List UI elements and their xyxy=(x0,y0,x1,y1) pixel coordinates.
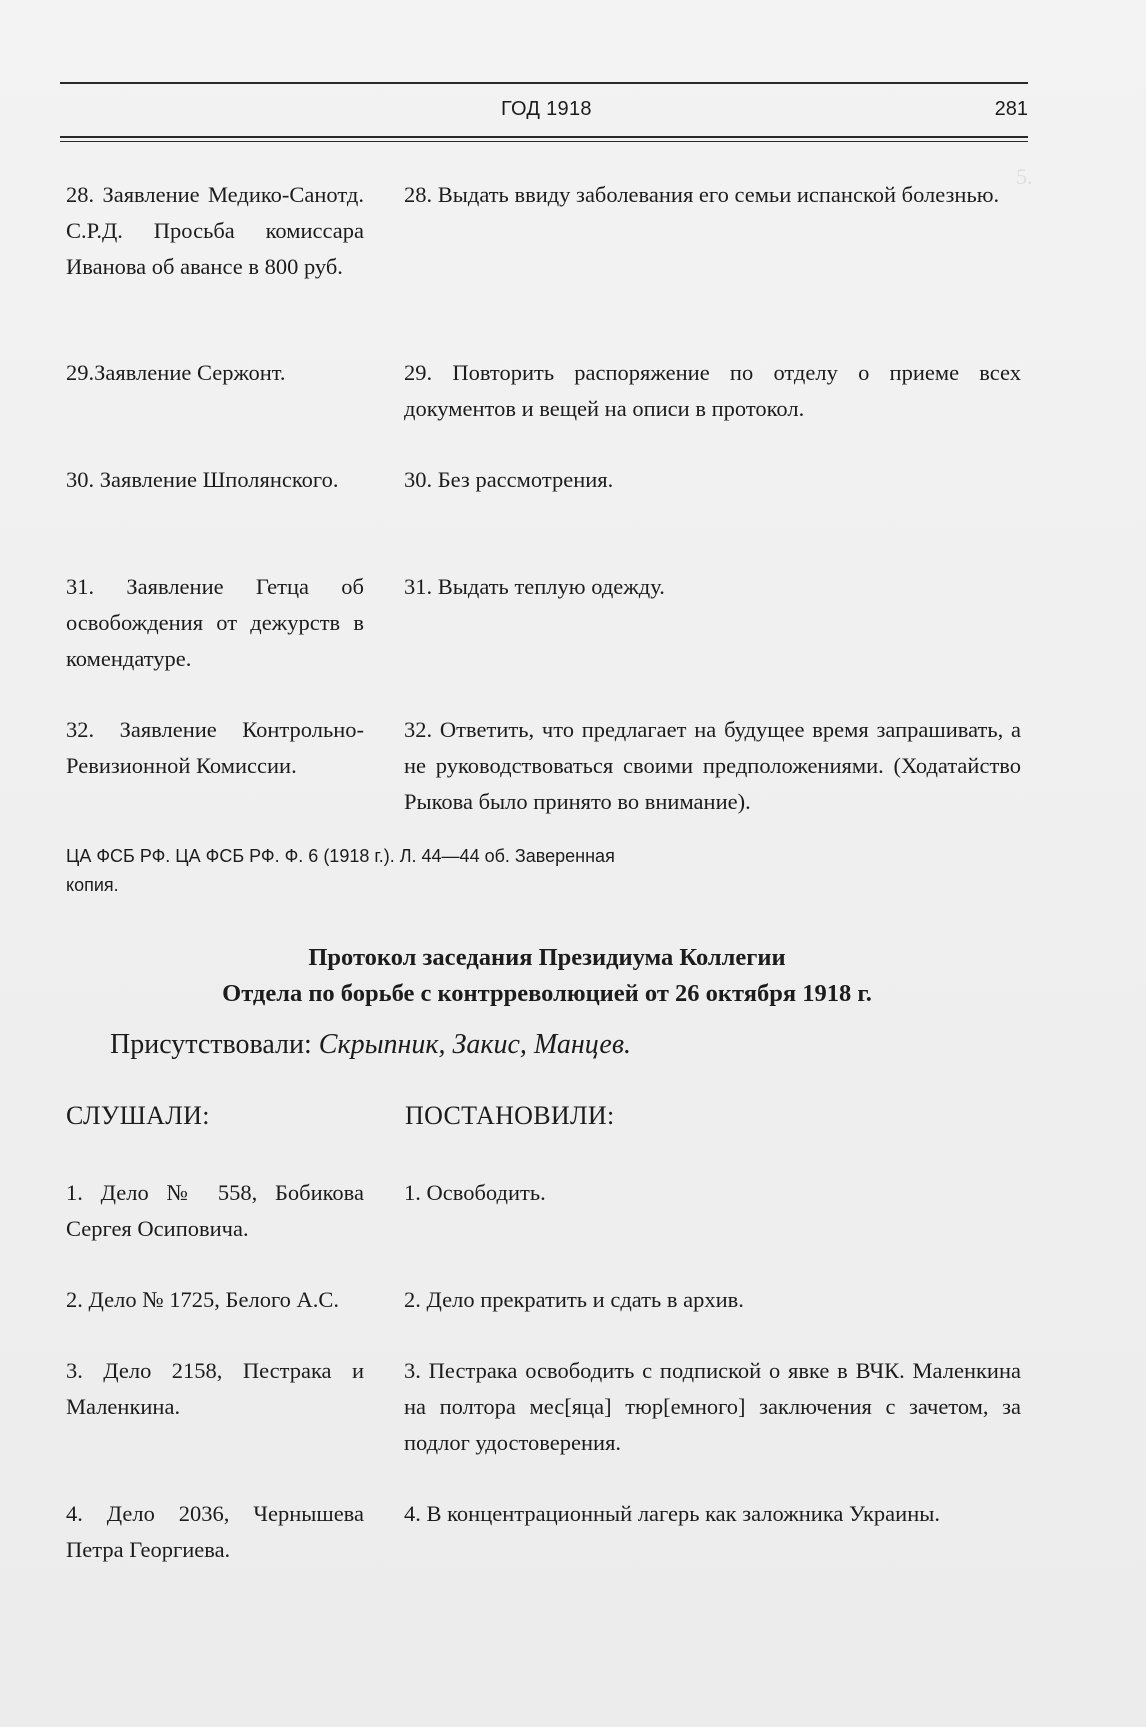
heard-column-header: СЛУШАЛИ: xyxy=(66,1101,210,1130)
entry-heard: 4. Дело 2036, Чернышева Петра Георгиева. xyxy=(66,1501,364,1562)
entry-heard: 30. Заявление Шполянского. xyxy=(66,467,339,492)
entry-resolved: 29. Повторить распоряжение по отделу о приеме всех документов и вещей на описи в протокол. xyxy=(404,360,1021,421)
entry-resolved: 28. Выдать ввиду заболевания его семьи испанской болезнью. xyxy=(404,182,1000,207)
show-through-text: 5. xyxy=(1016,164,1033,189)
entry-resolved: 31. Выдать теплую одежду. xyxy=(404,574,665,599)
archival-source-note: ЦА ФСБ РФ. ЦА ФСБ РФ. Ф. 6 (1918 г.). Л. 44—44 об. Заверенная копия. xyxy=(66,846,615,895)
entry-resolved: 2. Дело прекратить и сдать в архив. xyxy=(404,1287,744,1312)
header-rule-bottom xyxy=(60,136,1028,138)
entry-resolved: 30. Без рассмотрения. xyxy=(404,467,614,492)
protocol-title-line-2: Отдела по борьбе с контрреволюцией от 26 октября 1918 г. xyxy=(222,980,872,1007)
entry-heard: 1. Дело № 558, Бобикова Сергея Осиповича. xyxy=(66,1180,364,1241)
attendance-line xyxy=(110,1027,631,1063)
page-number: 281 xyxy=(994,98,1028,120)
running-head: ГОД 1918 xyxy=(501,98,592,120)
entry-heard: 28. Заявление Медико-Санотд. С.Р.Д. Просьба комиссара Иванова об авансе в 800 руб. xyxy=(66,182,364,279)
entry-heard: 29.Заявление Сержонт. xyxy=(66,360,286,385)
attendance-names: Скрыпник, Закис, Манцев. xyxy=(318,1029,632,1060)
header-rule-bottom-thin xyxy=(60,141,1028,142)
resolved-column-header: ПОСТАНОВИЛИ: xyxy=(405,1101,615,1130)
attendance-label: Присутствовали: xyxy=(110,1029,312,1060)
entry-heard: 31. Заявление Гетца об освобождения от дежурств в комендатуре. xyxy=(66,574,364,671)
entry-resolved: 32. Ответить, что предлагает на будущее время запрашивать, а не руководствоваться своими предположениями. (Ходатайство Рыкова было принято во внимание). xyxy=(404,717,1021,814)
entry-heard: 3. Дело 2158, Пестрака и Маленкина. xyxy=(66,1358,364,1419)
entry-heard: 32. Заявление Контрольно-Ревизионной Комиссии. xyxy=(66,717,364,778)
entry-resolved: 4. В концентрационный лагерь как заложника Украины. xyxy=(404,1501,940,1526)
protocol-title xyxy=(66,940,1028,1012)
entry-resolved: 3. Пестрака освободить с подпиской о явке в ВЧК. Маленкина на полтора мес[яца] тюр[емного] заключения с зачетом, за подлог удостоверения. xyxy=(404,1358,1021,1455)
entry-resolved: 1. Освободить. xyxy=(404,1180,546,1205)
header-rule-top xyxy=(60,82,1028,84)
protocol-title-line-1: Протокол заседания Президиума Коллегии xyxy=(308,944,786,971)
entry-heard: 2. Дело № 1725, Белого А.С. xyxy=(66,1287,339,1312)
